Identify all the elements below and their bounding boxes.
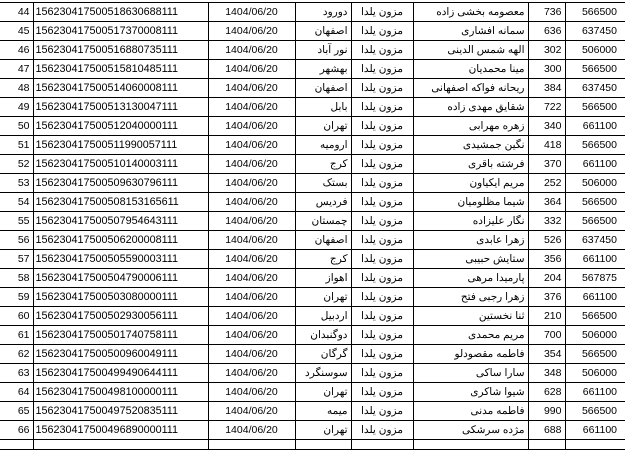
date-cell: 1404/06/20	[208, 136, 295, 155]
city-cell: ارومیه	[295, 136, 351, 155]
empty-cell	[208, 440, 295, 450]
customer-name-cell: مینا محمدیان	[413, 60, 528, 79]
postal-prefix-cell: 661100	[565, 155, 625, 174]
date-cell: 1404/06/20	[208, 98, 295, 117]
customer-name-cell: شقایق مهدی زاده	[413, 98, 528, 117]
tracking-code-cell: 15623041750051581048511​1	[33, 60, 208, 79]
row-number-cell: 57	[0, 250, 33, 269]
postal-prefix-cell: 637450	[565, 231, 625, 250]
row-number-cell: 49	[0, 98, 33, 117]
customer-name-cell: ثنا نخستین	[413, 307, 528, 326]
table-row	[0, 269, 625, 288]
store-cell: مزون یلدا	[351, 117, 413, 136]
tracking-code-cell: 15623041750051688073511​1	[33, 41, 208, 60]
customer-name-cell: سمانه افشاری	[413, 22, 528, 41]
number-cell: 736	[528, 3, 565, 22]
store-cell: مزون یلدا	[351, 79, 413, 98]
city-cell: سوسنگرد	[295, 364, 351, 383]
tracking-code-cell: 15623041750049752083511​1	[33, 402, 208, 421]
number-cell: 252	[528, 174, 565, 193]
tracking-code-cell: 15623041750051863068811​1	[33, 3, 208, 22]
postal-prefix-cell: 566500	[565, 98, 625, 117]
table-row-partial	[0, 440, 625, 450]
date-cell: 1404/06/20	[208, 326, 295, 345]
tracking-code-cell: 15623041750050174075811​1	[33, 326, 208, 345]
postal-prefix-cell: 566500	[565, 212, 625, 231]
city-cell: تهران	[295, 288, 351, 307]
city-cell: گرگان	[295, 345, 351, 364]
tracking-code-cell: 15623041750050096004911​1	[33, 345, 208, 364]
customer-name-cell: زهرا عابدی	[413, 231, 528, 250]
row-number-cell: 64	[0, 383, 33, 402]
date-cell: 1404/06/20	[208, 22, 295, 41]
store-cell: مزون یلدا	[351, 383, 413, 402]
row-number-cell: 53	[0, 174, 33, 193]
store-cell: مزون یلدا	[351, 193, 413, 212]
records-table-body	[0, 3, 625, 450]
row-number-cell: 54	[0, 193, 33, 212]
date-cell: 1404/06/20	[208, 421, 295, 440]
date-cell: 1404/06/20	[208, 288, 295, 307]
row-number-cell: 52	[0, 155, 33, 174]
store-cell: مزون یلدا	[351, 307, 413, 326]
store-cell: مزون یلدا	[351, 174, 413, 193]
number-cell: 332	[528, 212, 565, 231]
tracking-code-cell: 15623041750049949064411​1	[33, 364, 208, 383]
customer-name-cell: شیما مظلومیان	[413, 193, 528, 212]
city-cell: نور آباد	[295, 41, 351, 60]
number-cell: 526	[528, 231, 565, 250]
number-cell: 204	[528, 269, 565, 288]
number-cell: 364	[528, 193, 565, 212]
postal-prefix-cell: 506000	[565, 174, 625, 193]
customer-name-cell: مژده سرشکی	[413, 421, 528, 440]
row-number-cell: 59	[0, 288, 33, 307]
postal-prefix-cell: 661100	[565, 117, 625, 136]
store-cell: مزون یلدا	[351, 231, 413, 250]
customer-name-cell: سارا ساکی	[413, 364, 528, 383]
tracking-code-cell: 15623041750050479000611​1	[33, 269, 208, 288]
empty-cell	[295, 440, 351, 450]
row-number-cell: 47	[0, 60, 33, 79]
customer-name-cell: فاطمه مقصودلو	[413, 345, 528, 364]
tracking-code-cell: 15623041750050795464311​1	[33, 212, 208, 231]
table-row	[0, 79, 625, 98]
tracking-code-cell: 15623041750051406000811​1	[33, 79, 208, 98]
date-cell: 1404/06/20	[208, 231, 295, 250]
empty-cell	[0, 440, 33, 450]
table-row	[0, 364, 625, 383]
number-cell: 370	[528, 155, 565, 174]
store-cell: مزون یلدا	[351, 364, 413, 383]
postal-prefix-cell: 661100	[565, 250, 625, 269]
number-cell: 356	[528, 250, 565, 269]
date-cell: 1404/06/20	[208, 41, 295, 60]
tracking-code-cell: 15623041750050308000011​1	[33, 288, 208, 307]
table-row	[0, 402, 625, 421]
row-number-cell: 61	[0, 326, 33, 345]
postal-prefix-cell: 566500	[565, 345, 625, 364]
row-number-cell: 46	[0, 41, 33, 60]
postal-prefix-cell: 566500	[565, 193, 625, 212]
postal-prefix-cell: 566500	[565, 402, 625, 421]
city-cell: اهواز	[295, 269, 351, 288]
city-cell: فردیس	[295, 193, 351, 212]
date-cell: 1404/06/20	[208, 60, 295, 79]
customer-name-cell: زهره مهرابی	[413, 117, 528, 136]
store-cell: مزون یلدا	[351, 288, 413, 307]
city-cell: تهران	[295, 383, 351, 402]
store-cell: مزون یلدا	[351, 326, 413, 345]
customer-name-cell: فرشته باقری	[413, 155, 528, 174]
tracking-code-cell: 15623041750051204000011​1	[33, 117, 208, 136]
empty-cell	[413, 440, 528, 450]
postal-prefix-cell: 566500	[565, 136, 625, 155]
store-cell: مزون یلدا	[351, 3, 413, 22]
postal-prefix-cell: 661100	[565, 288, 625, 307]
postal-prefix-cell: 567875	[565, 269, 625, 288]
number-cell: 354	[528, 345, 565, 364]
customer-name-cell: فاطمه مدنی	[413, 402, 528, 421]
store-cell: مزون یلدا	[351, 250, 413, 269]
table-row	[0, 117, 625, 136]
table-row	[0, 60, 625, 79]
row-number-cell: 56	[0, 231, 33, 250]
customer-name-cell: ریحانه فواکه اصفهانی	[413, 79, 528, 98]
date-cell: 1404/06/20	[208, 269, 295, 288]
customer-name-cell: معصومه بخشی زاده	[413, 3, 528, 22]
row-number-cell: 65	[0, 402, 33, 421]
number-cell: 340	[528, 117, 565, 136]
date-cell: 1404/06/20	[208, 212, 295, 231]
tracking-code-cell: 15623041750051313004711​1	[33, 98, 208, 117]
table-row	[0, 326, 625, 345]
store-cell: مزون یلدا	[351, 269, 413, 288]
empty-cell	[565, 440, 625, 450]
table-row	[0, 212, 625, 231]
tracking-code-cell: 15623041750050293005611​1	[33, 307, 208, 326]
store-cell: مزون یلدا	[351, 41, 413, 60]
date-cell: 1404/06/20	[208, 364, 295, 383]
number-cell: 302	[528, 41, 565, 60]
number-cell: 418	[528, 136, 565, 155]
store-cell: مزون یلدا	[351, 212, 413, 231]
postal-prefix-cell: 506000	[565, 41, 625, 60]
postal-prefix-cell: 506000	[565, 364, 625, 383]
date-cell: 1404/06/20	[208, 174, 295, 193]
city-cell: تهران	[295, 117, 351, 136]
table-row	[0, 421, 625, 440]
city-cell: اردبیل	[295, 307, 351, 326]
table-row	[0, 22, 625, 41]
customer-name-cell: مریم محمدی	[413, 326, 528, 345]
postal-prefix-cell: 661100	[565, 383, 625, 402]
date-cell: 1404/06/20	[208, 250, 295, 269]
store-cell: مزون یلدا	[351, 98, 413, 117]
table-row	[0, 155, 625, 174]
date-cell: 1404/06/20	[208, 117, 295, 136]
number-cell: 300	[528, 60, 565, 79]
tracking-code-cell: 15623041750051199005711​1	[33, 136, 208, 155]
tracking-code-cell: 15623041750049689000011​1	[33, 421, 208, 440]
postal-prefix-cell: 661100	[565, 421, 625, 440]
row-number-cell: 55	[0, 212, 33, 231]
table-row	[0, 174, 625, 193]
city-cell: بهشهر	[295, 60, 351, 79]
city-cell: بابل	[295, 98, 351, 117]
city-cell: دوگنبدان	[295, 326, 351, 345]
row-number-cell: 66	[0, 421, 33, 440]
number-cell: 210	[528, 307, 565, 326]
number-cell: 376	[528, 288, 565, 307]
store-cell: مزون یلدا	[351, 345, 413, 364]
row-number-cell: 45	[0, 22, 33, 41]
table-row	[0, 345, 625, 364]
number-cell: 990	[528, 402, 565, 421]
customer-name-cell: پارمیدا مرهی	[413, 269, 528, 288]
table-row	[0, 3, 625, 22]
store-cell: مزون یلدا	[351, 402, 413, 421]
postal-prefix-cell: 566500	[565, 60, 625, 79]
row-number-cell: 44	[0, 3, 33, 22]
date-cell: 1404/06/20	[208, 155, 295, 174]
tracking-code-cell: 15623041750050815316561​1	[33, 193, 208, 212]
row-number-cell: 50	[0, 117, 33, 136]
empty-cell	[351, 440, 413, 450]
customer-name-cell: نگار علیزاده	[413, 212, 528, 231]
customer-name-cell: نگین جمشیدی	[413, 136, 528, 155]
number-cell: 628	[528, 383, 565, 402]
table-row	[0, 250, 625, 269]
city-cell: تهران	[295, 421, 351, 440]
city-cell: کرج	[295, 155, 351, 174]
tracking-code-cell: 15623041750050620000811​1	[33, 231, 208, 250]
postal-prefix-cell: 637450	[565, 79, 625, 98]
number-cell: 700	[528, 326, 565, 345]
city-cell: چمستان	[295, 212, 351, 231]
empty-cell	[33, 440, 208, 450]
customer-name-cell: شیوا شاکری	[413, 383, 528, 402]
date-cell: 1404/06/20	[208, 3, 295, 22]
city-cell: دورود	[295, 3, 351, 22]
date-cell: 1404/06/20	[208, 345, 295, 364]
customer-name-cell: مریم ایکیاون	[413, 174, 528, 193]
number-cell: 348	[528, 364, 565, 383]
tracking-code-cell: 15623041750051014000311​1	[33, 155, 208, 174]
date-cell: 1404/06/20	[208, 383, 295, 402]
city-cell: اصفهان	[295, 231, 351, 250]
table-row	[0, 231, 625, 250]
city-cell: اصفهان	[295, 22, 351, 41]
table-row	[0, 98, 625, 117]
table-row	[0, 193, 625, 212]
city-cell: اصفهان	[295, 79, 351, 98]
tracking-code-cell: 15623041750050963079611​1	[33, 174, 208, 193]
store-cell: مزون یلدا	[351, 136, 413, 155]
customer-name-cell: الهه شمس الدینی	[413, 41, 528, 60]
tracking-code-cell: 15623041750050559000311​1	[33, 250, 208, 269]
customer-name-cell: زهرا رجبی فتح	[413, 288, 528, 307]
row-number-cell: 51	[0, 136, 33, 155]
number-cell: 688	[528, 421, 565, 440]
table-row	[0, 307, 625, 326]
table-row	[0, 136, 625, 155]
number-cell: 636	[528, 22, 565, 41]
row-number-cell: 63	[0, 364, 33, 383]
store-cell: مزون یلدا	[351, 421, 413, 440]
number-cell: 384	[528, 79, 565, 98]
postal-prefix-cell: 506000	[565, 326, 625, 345]
postal-prefix-cell: 637450	[565, 22, 625, 41]
row-number-cell: 48	[0, 79, 33, 98]
table-row	[0, 288, 625, 307]
empty-cell	[528, 440, 565, 450]
store-cell: مزون یلدا	[351, 60, 413, 79]
records-table	[0, 2, 625, 450]
city-cell: بستک	[295, 174, 351, 193]
postal-prefix-cell: 566500	[565, 307, 625, 326]
table-row	[0, 41, 625, 60]
tracking-code-cell: 15623041750049810000011​1	[33, 383, 208, 402]
store-cell: مزون یلدا	[351, 155, 413, 174]
table-row	[0, 383, 625, 402]
city-cell: میمه	[295, 402, 351, 421]
customer-name-cell: ستایش حبیبی	[413, 250, 528, 269]
tracking-code-cell: 15623041750051737000811​1	[33, 22, 208, 41]
date-cell: 1404/06/20	[208, 79, 295, 98]
date-cell: 1404/06/20	[208, 307, 295, 326]
row-number-cell: 58	[0, 269, 33, 288]
date-cell: 1404/06/20	[208, 402, 295, 421]
date-cell: 1404/06/20	[208, 193, 295, 212]
postal-prefix-cell: 566500	[565, 3, 625, 22]
row-number-cell: 62	[0, 345, 33, 364]
city-cell: کرج	[295, 250, 351, 269]
number-cell: 722	[528, 98, 565, 117]
store-cell: مزون یلدا	[351, 22, 413, 41]
row-number-cell: 60	[0, 307, 33, 326]
